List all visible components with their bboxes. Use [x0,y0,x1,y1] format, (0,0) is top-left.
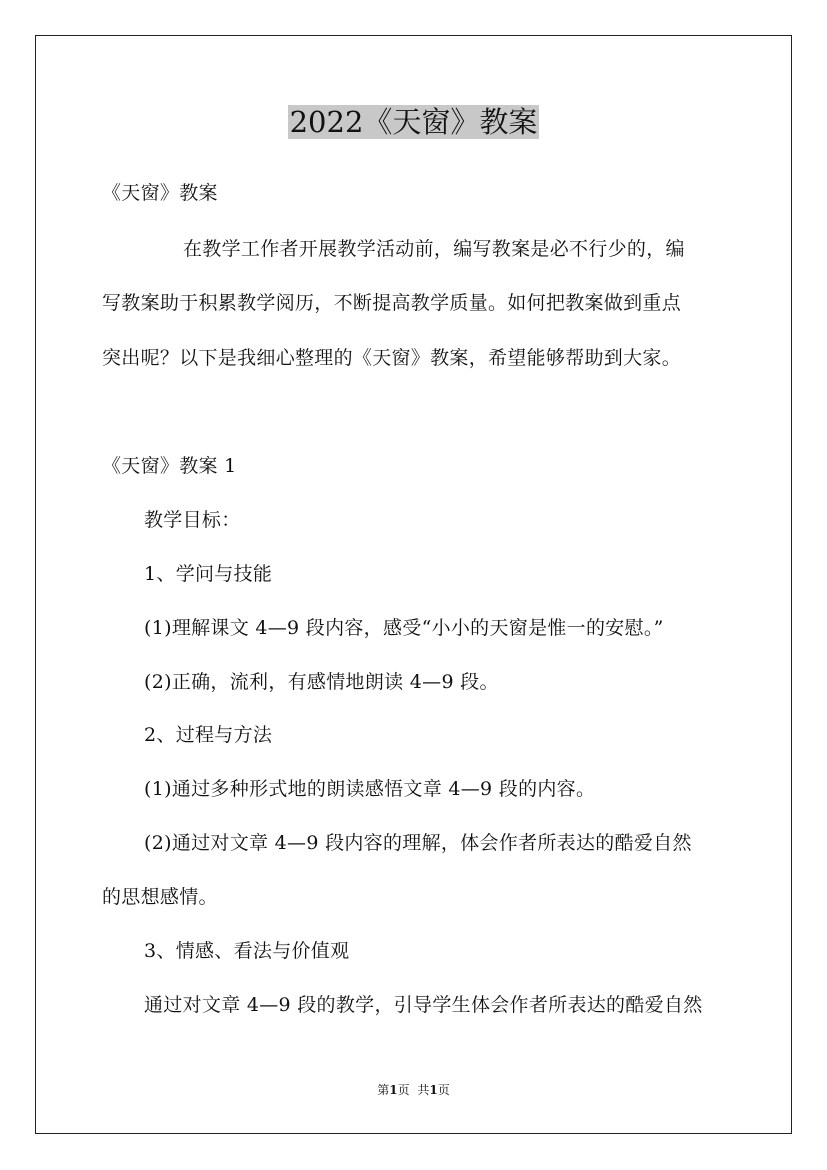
section-heading: 《天窗》教案 1 [102,455,237,477]
paragraph-line: 3、情感、看法与价值观 [144,940,350,962]
paragraph-line: (1)通过多种形式地的朗读感悟文章 4—9 段的内容。 [144,778,596,800]
paragraph-line: (2)正确，流利，有感情地朗读 4—9 段。 [144,671,499,693]
total-label-prefix: 共 [417,1083,430,1097]
paragraph-line: 通过对文章 4—9 段的教学，引导学生体会作者所表达的酷爱自然 [144,994,703,1016]
paragraph-line: 突出呢？以下是我细心整理的《天窗》教案，希望能够帮助到大家。 [102,347,682,369]
page-label-suffix: 页 [397,1083,410,1097]
paragraph-line: (2)通过对文章 4—9 段内容的理解，体会作者所表达的酷爱自然 [144,832,692,854]
paragraph-line: 教学目标： [144,509,241,531]
document-title-text: 2022《天窗》教案 [289,105,538,139]
paragraph-line: (1)理解课文 4—9 段内容，感受“小小的天窗是惟一的安慰。” [144,617,664,639]
paragraph-line: 1、学问与技能 [144,563,273,585]
paragraph-line: 2、过程与方法 [144,724,273,746]
paragraph-line: 写教案助于积累教学阅历，不断提高教学质量。如何把教案做到重点 [102,292,682,314]
page-total: 1 [429,1083,438,1097]
document-title [0,102,827,142]
page-label-prefix: 第 [377,1083,390,1097]
paragraph-line: 的思想感情。 [102,886,218,908]
paragraph-line: 在教学工作者开展教学活动前，编写教案是必不行少的，编 [183,238,685,260]
paragraph-heading: 《天窗》教案 [102,182,218,204]
page-footer [0,1082,827,1098]
page-number: 1 [389,1083,398,1097]
total-label-suffix: 页 [437,1083,450,1097]
